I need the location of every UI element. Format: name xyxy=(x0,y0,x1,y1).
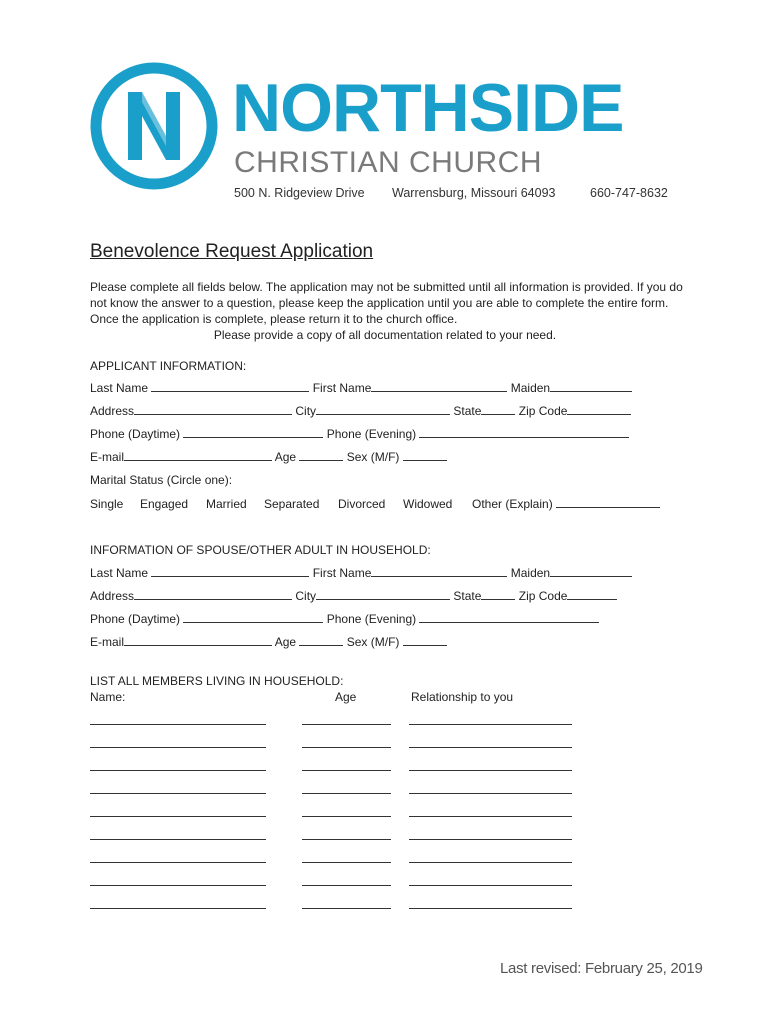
household-name-field[interactable] xyxy=(90,839,266,840)
spouse-first-name-field[interactable] xyxy=(371,565,507,577)
phone-day-label: Phone (Daytime) xyxy=(90,427,181,441)
zip-label: Zip Code xyxy=(518,404,568,418)
marital-option-divorced[interactable]: Divorced xyxy=(338,497,386,511)
last-name-label: Last Name xyxy=(90,381,149,395)
applicant-heading: APPLICANT INFORMATION: xyxy=(90,359,247,373)
household-name-field[interactable] xyxy=(90,908,266,909)
church-logo-icon xyxy=(90,62,218,190)
household-name-field[interactable] xyxy=(90,724,266,725)
brand-name: NORTHSIDE xyxy=(232,70,624,146)
household-age-field[interactable] xyxy=(302,724,391,725)
applicant-age-field[interactable] xyxy=(299,449,343,461)
marital-option-widowed[interactable]: Widowed xyxy=(403,497,453,511)
maiden-label: Maiden xyxy=(510,381,551,395)
household-col-relationship: Relationship to you xyxy=(411,690,514,704)
spouse-last-name-label: Last Name xyxy=(90,566,149,580)
marital-option-separated[interactable]: Separated xyxy=(264,497,320,511)
documentation-note: Please provide a copy of all documentation related to your need. xyxy=(213,328,557,342)
applicant-phone-day-field[interactable] xyxy=(183,426,323,438)
spouse-sex-field[interactable] xyxy=(403,634,447,646)
church-city: Warrensburg, Missouri 64093 xyxy=(392,186,556,200)
household-name-field[interactable] xyxy=(90,885,266,886)
applicant-maiden-field[interactable] xyxy=(550,380,632,392)
marital-option-other-row xyxy=(472,496,660,512)
household-relationship-field[interactable] xyxy=(409,770,572,771)
applicant-city-field[interactable] xyxy=(316,403,450,415)
household-relationship-field[interactable] xyxy=(409,885,572,886)
spouse-name-row xyxy=(90,565,632,581)
spouse-phone-day-label: Phone (Daytime) xyxy=(90,612,181,626)
spouse-email-field[interactable] xyxy=(124,634,272,646)
spouse-age-field[interactable] xyxy=(299,634,343,646)
email-label: E-mail xyxy=(90,450,125,464)
household-age-field[interactable] xyxy=(302,908,391,909)
household-col-age: Age xyxy=(335,690,357,704)
spouse-age-label: Age xyxy=(274,635,297,649)
spouse-email-label: E-mail xyxy=(90,635,125,649)
spouse-address-field[interactable] xyxy=(134,588,292,600)
spouse-last-name-field[interactable] xyxy=(151,565,309,577)
spouse-zip-label: Zip Code xyxy=(518,589,568,603)
household-age-field[interactable] xyxy=(302,862,391,863)
church-phone: 660-747-8632 xyxy=(590,186,668,200)
form-title: Benevolence Request Application xyxy=(90,241,374,262)
spouse-sex-label: Sex (M/F) xyxy=(346,635,400,649)
household-name-field[interactable] xyxy=(90,747,266,748)
state-label: State xyxy=(453,404,482,418)
household-relationship-field[interactable] xyxy=(409,816,572,817)
spouse-phone-row xyxy=(90,611,599,627)
applicant-last-name-field[interactable] xyxy=(151,380,309,392)
household-age-field[interactable] xyxy=(302,793,391,794)
sex-label: Sex (M/F) xyxy=(346,450,400,464)
first-name-label: First Name xyxy=(312,381,372,395)
household-age-field[interactable] xyxy=(302,885,391,886)
spouse-phone-evening-label: Phone (Evening) xyxy=(326,612,417,626)
household-relationship-field[interactable] xyxy=(409,747,572,748)
spouse-state-label: State xyxy=(453,589,482,603)
applicant-state-field[interactable] xyxy=(481,403,515,415)
brand-subtitle: CHRISTIAN CHURCH xyxy=(234,146,542,179)
applicant-name-row xyxy=(90,380,632,396)
household-relationship-field[interactable] xyxy=(409,724,572,725)
spouse-maiden-field[interactable] xyxy=(550,565,632,577)
household-col-name: Name: xyxy=(90,690,126,704)
household-relationship-field[interactable] xyxy=(409,862,572,863)
age-label: Age xyxy=(274,450,297,464)
applicant-sex-field[interactable] xyxy=(403,449,447,461)
applicant-zip-field[interactable] xyxy=(567,403,631,415)
household-relationship-field[interactable] xyxy=(409,839,572,840)
spouse-phone-evening-field[interactable] xyxy=(419,611,599,623)
applicant-phone-evening-field[interactable] xyxy=(419,426,629,438)
applicant-address-row xyxy=(90,403,631,419)
spouse-city-label: City xyxy=(295,589,317,603)
household-relationship-field[interactable] xyxy=(409,908,572,909)
spouse-heading: INFORMATION OF SPOUSE/OTHER ADULT IN HOUSEHOLD: xyxy=(90,543,431,557)
applicant-first-name-field[interactable] xyxy=(371,380,507,392)
household-heading: LIST ALL MEMBERS LIVING IN HOUSEHOLD: xyxy=(90,674,344,688)
spouse-city-field[interactable] xyxy=(316,588,450,600)
spouse-first-name-label: First Name xyxy=(312,566,372,580)
applicant-address-field[interactable] xyxy=(134,403,292,415)
spouse-maiden-label: Maiden xyxy=(510,566,551,580)
spouse-address-label: Address xyxy=(90,589,135,603)
phone-evening-label: Phone (Evening) xyxy=(326,427,417,441)
household-age-field[interactable] xyxy=(302,747,391,748)
city-label: City xyxy=(295,404,317,418)
applicant-email-field[interactable] xyxy=(124,449,272,461)
household-name-field[interactable] xyxy=(90,770,266,771)
household-name-field[interactable] xyxy=(90,793,266,794)
marital-status-label: Marital Status (Circle one): xyxy=(90,473,233,487)
marital-option-single[interactable]: Single xyxy=(90,497,124,511)
household-age-field[interactable] xyxy=(302,770,391,771)
household-relationship-field[interactable] xyxy=(409,793,572,794)
applicant-email-row xyxy=(90,449,447,465)
revision-date: Last revised: February 25, 2019 xyxy=(500,960,703,977)
household-name-field[interactable] xyxy=(90,862,266,863)
applicant-phone-row xyxy=(90,426,629,442)
marital-option-other[interactable]: Other (Explain) xyxy=(472,497,553,511)
marital-other-explain-field[interactable] xyxy=(556,496,660,508)
spouse-email-row xyxy=(90,634,447,650)
household-age-field[interactable] xyxy=(302,839,391,840)
spouse-zip-field[interactable] xyxy=(567,588,617,600)
household-name-field[interactable] xyxy=(90,816,266,817)
form-instructions: Please complete all fields below. The application may not be submitted until all information is provided. If you do not know the answer to a question, please keep the application until you are able to complete the entire form. Once the application is complete, please return it to the church office. xyxy=(90,280,683,326)
household-age-field[interactable] xyxy=(302,816,391,817)
address-label: Address xyxy=(90,404,135,418)
spouse-state-field[interactable] xyxy=(481,588,515,600)
marital-option-married[interactable]: Married xyxy=(206,497,247,511)
spouse-address-row xyxy=(90,588,617,604)
church-street: 500 N. Ridgeview Drive xyxy=(234,186,365,200)
marital-option-engaged[interactable]: Engaged xyxy=(140,497,189,511)
spouse-phone-day-field[interactable] xyxy=(183,611,323,623)
